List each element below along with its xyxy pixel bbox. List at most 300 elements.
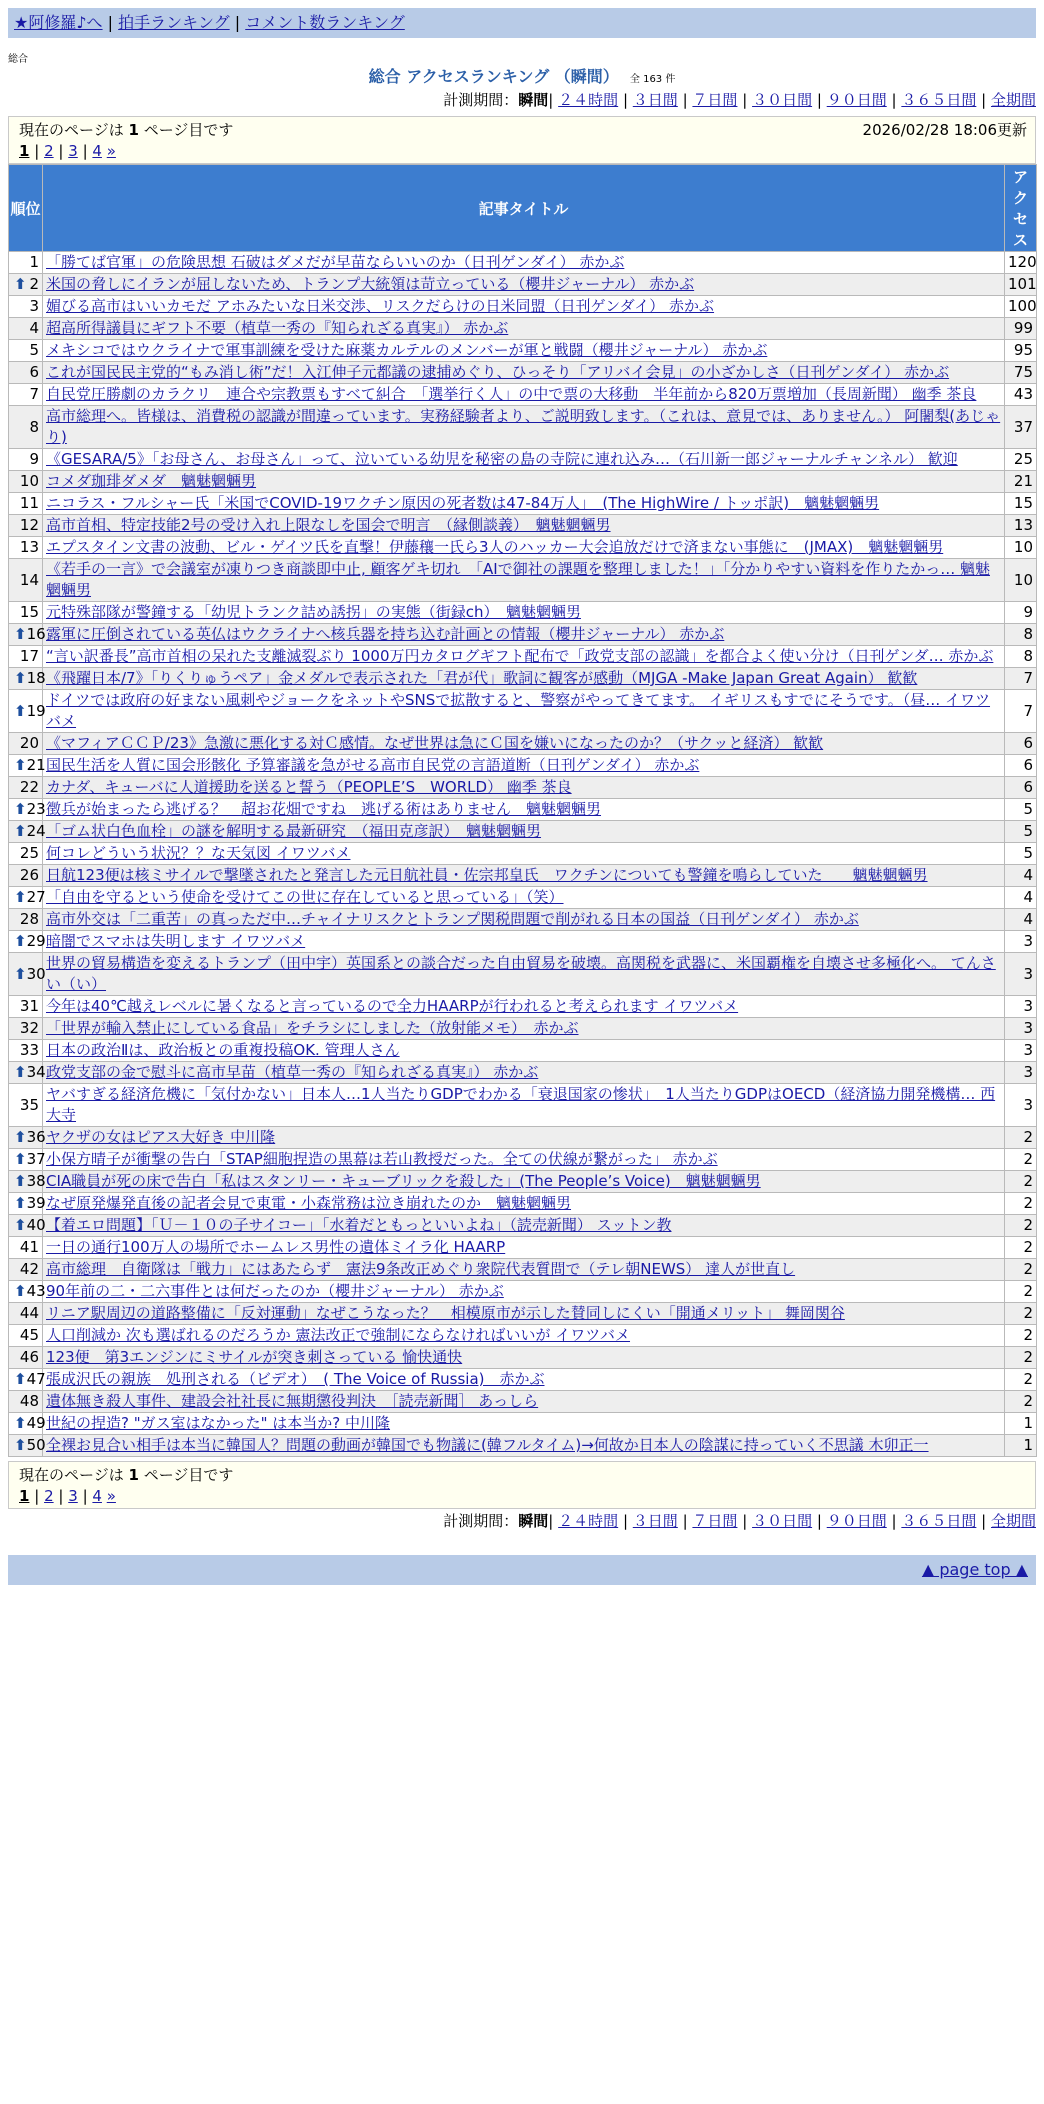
rank-number: 16 <box>26 625 46 643</box>
article-link[interactable]: 《若手の一言》で会議室が凍りつき商談即中止, 顧客ゲキ切れ 「AIで御社の課題を整理しました！」「分かりやすい資料を作りたかっ… 魑魅魍魎男 <box>46 560 990 599</box>
period-selector-top <box>8 88 1036 112</box>
rank-number: 44 <box>19 1304 39 1322</box>
article-link[interactable]: コメダ珈琲ダメダ 魑魅魍魎男 <box>46 472 257 490</box>
rank-cell <box>9 887 46 909</box>
article-link[interactable]: 政党支部の金で慰斗に高市早苗（植草一秀の『知られざる真実』） 赤かぶ <box>46 1063 539 1081</box>
access-count: 15 <box>1005 493 1037 515</box>
title-cell <box>43 1347 1005 1369</box>
access-count: 2 <box>1005 1171 1037 1193</box>
page-link[interactable]: 4 <box>92 1487 102 1505</box>
access-count: 120 <box>1005 252 1037 274</box>
article-link[interactable]: 超高所得議員にギフト不要（植草一秀の『知られざる真実』） 赤かぶ <box>46 319 509 337</box>
rank-number: 15 <box>19 603 39 621</box>
up-arrow-icon: ⬆ <box>14 1436 27 1454</box>
rank-cell <box>9 1127 46 1149</box>
title-cell <box>43 755 1005 777</box>
rank-cell <box>9 865 43 887</box>
title-cell <box>43 449 1005 471</box>
access-count: 101 <box>1005 274 1037 296</box>
access-count: 43 <box>1005 384 1037 406</box>
table-row <box>9 887 1037 909</box>
access-count: 25 <box>1005 449 1037 471</box>
access-count: 9 <box>1005 602 1037 624</box>
table-row <box>9 1084 1037 1127</box>
access-count: 95 <box>1005 340 1037 362</box>
period-label: 計測期間： <box>443 1512 519 1530</box>
period-link[interactable]: ７日間 <box>692 91 738 109</box>
rank-cell <box>9 690 46 733</box>
access-count: 1 <box>1005 1413 1037 1435</box>
page-link[interactable]: 3 <box>68 142 78 160</box>
table-row <box>9 1127 1037 1149</box>
pagination <box>19 141 1025 162</box>
article-link[interactable]: 元特殊部隊が警鐘する「幼児トランク詰め誘拐」の実態（街録ch） 魑魅魍魎男 <box>46 603 581 621</box>
access-count: 4 <box>1005 909 1037 931</box>
nav-separator: | <box>548 91 554 109</box>
title-cell <box>43 1127 1005 1149</box>
period-current: 瞬間 <box>518 1512 549 1530</box>
period-link[interactable]: ３０日間 <box>752 91 813 109</box>
title-cell <box>43 1391 1005 1413</box>
rank-number: 6 <box>29 363 39 381</box>
rank-cell <box>9 733 43 755</box>
nav-separator: | <box>742 91 748 109</box>
rank-cell <box>9 1018 43 1040</box>
title-cell <box>43 931 1005 953</box>
table-row <box>9 1149 1037 1171</box>
title-cell <box>43 646 1005 668</box>
article-link[interactable]: 日本の政治Ⅱは、政治板との重複投稿OK. 管理人さん <box>46 1041 400 1059</box>
rank-cell <box>9 646 43 668</box>
title-cell <box>43 1435 1005 1457</box>
access-count: 75 <box>1005 362 1037 384</box>
table-row <box>9 953 1037 996</box>
up-arrow-icon: ⬆ <box>14 1063 27 1081</box>
title-cell <box>43 406 1005 449</box>
title-cell <box>43 1171 1005 1193</box>
next-page-link[interactable]: » <box>106 1487 116 1505</box>
article-link[interactable]: 《マフィアＣＣＰ/23》急激に悪化する対Ｃ感情。なぜ世界は急にＣ国を嫌いになったのか？（サクッと経済） 歓歓 <box>46 734 824 752</box>
rank-number: 37 <box>26 1150 46 1168</box>
article-link[interactable]: 「自由を守るという使命を受けてこの世に存在していると思っている」（笑） <box>46 888 564 906</box>
title-cell <box>43 1040 1005 1062</box>
table-row <box>9 1040 1037 1062</box>
article-link[interactable]: 世界の貿易構造を変えるトランプ（田中宇）英国系との談合だった自由貿易を破壊。高関税を武器に、米国覇権を自壊させ多極化へ。 てんさい（い） <box>46 954 996 993</box>
period-link[interactable]: ３日間 <box>632 1512 678 1530</box>
table-row <box>9 865 1037 887</box>
rank-cell <box>9 274 43 296</box>
rank-cell <box>9 1062 46 1084</box>
table-row <box>9 821 1037 843</box>
article-link[interactable]: エプスタイン文書の波動、ビル・ゲイツ氏を直撃！伊藤穰一氏ら3人のハッカー大会追放だけで済まない事態に (JMAX) 魑魅魍魎男 <box>46 538 944 556</box>
article-link[interactable]: 人口削減か 次も選ばれるのだろうか 憲法改正で強制にならなければいいが イワツバメ <box>46 1326 631 1344</box>
rank-number: 19 <box>26 701 46 720</box>
up-arrow-icon: ⬆ <box>14 756 27 774</box>
table-row <box>9 559 1037 602</box>
title-cell <box>43 953 1005 996</box>
article-link[interactable]: ヤバすぎる経済危機に「気付かない」日本人…1人当たりGDPでわかる「衰退国家の惨状」 1人当たりGDPはOECD（経済協力開発機構… 西大寺 <box>46 1085 996 1124</box>
table-row <box>9 449 1037 471</box>
title-cell <box>43 799 1005 821</box>
article-link[interactable]: 遺体無き殺人事件、建設会社社長に無期懲役判決 ［読売新聞］ あっしら <box>46 1392 539 1410</box>
rank-cell <box>9 1303 43 1325</box>
article-link[interactable]: 「世界が輸入禁止にしている食品」をチラシにしました（放射能メモ） 赤かぶ <box>46 1019 579 1037</box>
nav-separator: | <box>82 1487 88 1505</box>
rank-cell <box>9 1084 43 1127</box>
title-cell <box>43 362 1005 384</box>
up-arrow-icon: ⬆ <box>14 1216 27 1234</box>
article-link[interactable]: 暗闇でスマホは失明します イワツバメ <box>46 932 306 950</box>
table-row <box>9 493 1037 515</box>
title-cell <box>43 1084 1005 1127</box>
rank-cell <box>9 624 46 646</box>
title-cell <box>43 1259 1005 1281</box>
nav-separator: | <box>34 142 40 160</box>
rank-cell <box>9 668 46 690</box>
rank-number: 33 <box>19 1041 39 1059</box>
nav-separator: | <box>58 1487 64 1505</box>
nav-separator: | <box>682 1512 688 1530</box>
article-link[interactable]: 「ゴム状白色血栓」の謎を解明する最新研究 （福田克彦訳） 魑魅魍魎男 <box>46 822 542 840</box>
period-link[interactable]: ９０日間 <box>826 91 887 109</box>
up-arrow-icon: ⬆ <box>14 275 27 293</box>
access-count: 6 <box>1005 755 1037 777</box>
up-arrow-icon: ⬆ <box>14 1128 27 1146</box>
access-count: 2 <box>1005 1127 1037 1149</box>
rank-number: 49 <box>26 1414 46 1432</box>
rank-number: 14 <box>19 570 39 589</box>
period-link[interactable]: ７日間 <box>692 1512 738 1530</box>
access-count: 6 <box>1005 733 1037 755</box>
rank-number: 26 <box>19 866 39 884</box>
rank-cell <box>9 1281 46 1303</box>
access-count: 2 <box>1005 1193 1037 1215</box>
article-link[interactable]: CIA職員が死の床で告白「私はスタンリー・キューブリックを殺した」(The People’s Voice) 魑魅魍魎男 <box>46 1172 761 1190</box>
period-link[interactable]: ９０日間 <box>826 1512 887 1530</box>
table-row <box>9 1215 1037 1237</box>
period-link[interactable]: 全期間 <box>990 91 1036 109</box>
access-count: 37 <box>1005 406 1037 449</box>
article-link[interactable]: 90年前の二・二六事件とは何だったのか（櫻井ジャーナル） 赤かぶ <box>46 1282 504 1300</box>
rank-number: 2 <box>29 275 39 293</box>
title-cell <box>43 624 1005 646</box>
table-row <box>9 843 1037 865</box>
rank-cell <box>9 1413 46 1435</box>
article-link[interactable]: 徴兵が始まったら逃げる？ 超お花畑ですね 逃げる術はありません 魑魅魍魎男 <box>46 800 602 818</box>
rank-number: 3 <box>29 297 39 315</box>
article-link[interactable]: 123便 第3エンジンにミサイルが突き刺さっている 愉快通快 <box>46 1348 463 1366</box>
rank-number: 1 <box>29 253 39 271</box>
rank-number: 25 <box>19 844 39 862</box>
rank-number: 30 <box>26 964 46 983</box>
period-link[interactable]: ３日間 <box>632 91 678 109</box>
access-count: 21 <box>1005 471 1037 493</box>
page-info-top <box>8 116 1036 164</box>
page-current: 1 <box>19 1487 30 1505</box>
article-link[interactable]: 張成沢氏の親族 処刑される（ビデオ） ( The Voice of Russia) 赤かぶ <box>46 1370 545 1388</box>
title-cell <box>43 1303 1005 1325</box>
table-row <box>9 1018 1037 1040</box>
rank-cell <box>9 340 43 362</box>
access-count: 2 <box>1005 1347 1037 1369</box>
rank-cell <box>9 1040 43 1062</box>
access-count: 2 <box>1005 1215 1037 1237</box>
nav-separator: | <box>816 1512 822 1530</box>
article-link[interactable]: ニコラス・フルシャー氏「米国でCOVID-19ワクチン原因の死者数は47-84万人」 (The HighWire / トッポ訳) 魑魅魍魎男 <box>46 494 880 512</box>
rank-cell <box>9 1215 46 1237</box>
access-count: 8 <box>1005 646 1037 668</box>
article-link[interactable]: 自民党圧勝劇のカラクリ 連合や宗教票もすべて糾合 「選挙行く人」の中で票の大移動 半年前から820万票増加（長周新聞） 幽季 茶良 <box>46 385 977 403</box>
article-link[interactable]: 一日の通行100万人の場所でホームレス男性の遺体ミイラ化 HAARP <box>46 1238 506 1256</box>
access-count: 13 <box>1005 515 1037 537</box>
table-row <box>9 252 1037 274</box>
page-link[interactable]: 4 <box>92 142 102 160</box>
nav-separator: | <box>891 1512 897 1530</box>
table-row <box>9 909 1037 931</box>
access-count: 100 <box>1005 296 1037 318</box>
page-status: 現在のページは 1 ページ目です <box>19 1466 234 1484</box>
up-arrow-icon: ⬆ <box>14 1282 27 1300</box>
access-count: 4 <box>1005 865 1037 887</box>
rank-number: 42 <box>19 1260 39 1278</box>
rank-number: 8 <box>29 417 39 436</box>
table-row <box>9 931 1037 953</box>
title-cell <box>43 733 1005 755</box>
rank-cell <box>9 953 46 996</box>
title-cell <box>43 1018 1005 1040</box>
table-row <box>9 1369 1037 1391</box>
comment-ranking-link[interactable]: コメント数ランキング <box>245 13 405 32</box>
rank-cell <box>9 559 43 602</box>
home-link[interactable]: ★阿修羅♪へ <box>14 13 103 32</box>
article-link[interactable]: 高市総理 自衛隊は「戦力」にはあたらず 憲法9条改正めぐり衆院代表質問で（テレ朝NEWS） 達人が世直し <box>46 1260 796 1278</box>
access-count: 8 <box>1005 624 1037 646</box>
title-cell <box>43 1149 1005 1171</box>
up-arrow-icon: ⬆ <box>14 888 27 906</box>
article-link[interactable]: 媚びる高市はいいカモだ アホみたいな日米交渉、リスクだらけの日米同盟（日刊ゲンダイ） 赤かぶ <box>46 297 715 315</box>
article-link[interactable]: 【着エロ問題】「Ｕ－１０の子サイコー」「水着だともっといいよね」（読売新聞） スットン教 <box>46 1216 672 1234</box>
article-link[interactable]: ヤクザの女はピアス大好き 中川隆 <box>46 1128 276 1146</box>
article-link[interactable]: 小保方晴子が衝撃の告白「STAP細胞捏造の黒幕は若山教授だった。全ての伏線が繋がった」 赤かぶ <box>46 1150 718 1168</box>
rank-number: 27 <box>26 888 46 906</box>
access-count: 2 <box>1005 1369 1037 1391</box>
up-arrow-icon: ⬆ <box>14 669 27 687</box>
rank-number: 29 <box>26 932 46 950</box>
table-row <box>9 471 1037 493</box>
rank-number: 24 <box>26 822 46 840</box>
table-row <box>9 296 1037 318</box>
article-link[interactable]: 《飛躍日本/7》「りくりゅうペア」金メダルで表示された「君が代」歌詞に観客が感動（MJGA -Make Japan Great Again） 歓歓 <box>46 669 918 687</box>
title-cell <box>43 865 1005 887</box>
period-link[interactable]: ２４時間 <box>558 91 619 109</box>
title-cell <box>43 384 1005 406</box>
article-link[interactable]: これが国民民主党的“もみ消し術”だ！入江伸子元都議の逮捕めぐり、ひっそり「アリバイ会見」の小ざかしさ（日刊ゲンダイ） 赤かぶ <box>46 363 950 381</box>
article-link[interactable]: 高市外交は「二重苦」の真っただ中…チャイナリスクとトランプ関税問題で削がれる日本の国益（日刊ゲンダイ） 赤かぶ <box>46 910 859 928</box>
rank-cell <box>9 296 43 318</box>
article-link[interactable]: リニア駅周辺の道路整備に「反対運動」なぜこうなった？ 相模原市が示した賛同しにくい「開通メリット」 舞岡関谷 <box>46 1304 845 1322</box>
title-cell <box>43 909 1005 931</box>
period-link[interactable]: ２４時間 <box>558 1512 619 1530</box>
nav-separator: | <box>622 1512 628 1530</box>
page-info-bottom <box>8 1461 1036 1509</box>
rank-number: 43 <box>26 1282 46 1300</box>
up-arrow-icon: ⬆ <box>14 1172 27 1190</box>
rank-cell <box>9 362 43 384</box>
article-link[interactable]: 全裸お見合い相手は本当に韓国人？問題の動画が韓国でも物議に(韓フルタイム)→何故か日本人の陰謀に持っていく不思議 木卯正一 <box>46 1436 929 1454</box>
rank-cell <box>9 406 43 449</box>
top-nav <box>8 8 1036 38</box>
rank-number: 13 <box>19 538 39 556</box>
rank-cell <box>9 252 43 274</box>
access-count: 99 <box>1005 318 1037 340</box>
rank-cell <box>9 1149 46 1171</box>
rank-cell <box>9 1193 46 1215</box>
period-link[interactable]: ３６５日間 <box>901 1512 977 1530</box>
title-cell <box>43 602 1005 624</box>
rank-cell <box>9 384 43 406</box>
title-cell <box>43 537 1005 559</box>
title-cell <box>43 1281 1005 1303</box>
article-link[interactable]: 「勝てば官軍」の危険思想 石破はダメだが早苗ならいいのか（日刊ゲンダイ） 赤かぶ <box>46 253 625 271</box>
rank-number: 22 <box>19 778 39 796</box>
bottom-bar <box>8 1555 1036 1585</box>
rank-cell <box>9 515 43 537</box>
rank-cell <box>9 1347 43 1369</box>
article-link[interactable]: 今年は40℃越えレベルに暑くなると言っているので全力HAARPが行われると考えられます イワツバメ <box>46 997 739 1015</box>
article-link[interactable]: 世紀の捏造? "ガス室はなかった" は本当か? 中川隆 <box>46 1414 391 1432</box>
page-link[interactable]: 3 <box>68 1487 78 1505</box>
table-row <box>9 340 1037 362</box>
nav-separator: | <box>58 142 64 160</box>
up-arrow-icon: ⬆ <box>14 625 27 643</box>
access-count: 2 <box>1005 1303 1037 1325</box>
next-page-link[interactable]: » <box>106 142 116 160</box>
article-link[interactable]: カナダ、キューバに人道援助を送ると誓う（PEOPLE’S WORLD） 幽季 茶良 <box>46 778 572 796</box>
rank-number: 46 <box>19 1348 39 1366</box>
nav-separator: | <box>622 91 628 109</box>
access-header: アクセス <box>1005 165 1037 252</box>
access-count: 3 <box>1005 996 1037 1018</box>
article-link[interactable]: 高市首相、特定技能2号の受け入れ上限なしを国会で明言 （縁側談義） 魑魅魍魎男 <box>46 516 611 534</box>
table-row <box>9 1391 1037 1413</box>
up-arrow-icon: ⬆ <box>14 1194 27 1212</box>
up-arrow-icon: ⬆ <box>14 800 27 818</box>
rank-cell <box>9 755 46 777</box>
access-count: 2 <box>1005 1237 1037 1259</box>
table-row <box>9 537 1037 559</box>
up-arrow-icon: ⬆ <box>14 932 27 950</box>
rank-number: 21 <box>26 756 46 774</box>
access-count: 2 <box>1005 1149 1037 1171</box>
rank-cell <box>9 602 43 624</box>
page-link[interactable]: 2 <box>44 1487 54 1505</box>
period-link[interactable]: ３０日間 <box>752 1512 813 1530</box>
up-arrow-icon: ⬆ <box>14 1414 27 1432</box>
article-link[interactable]: ドイツでは政府の好まない風刺やジョークをネットやSNSで拡散すると、警察がやってきてます。 イギリスもすでにそうです。（昼… イワツバメ <box>46 691 991 730</box>
ranking-table <box>8 164 1037 1457</box>
rank-cell <box>9 449 43 471</box>
applause-ranking-link[interactable]: 拍手ランキング <box>118 13 230 32</box>
nav-separator: | <box>107 13 114 32</box>
access-count: 7 <box>1005 690 1037 733</box>
table-row <box>9 1237 1037 1259</box>
article-link[interactable]: 露軍に圧倒されている英仏はウクライナへ核兵器を持ち込む計画との情報（櫻井ジャーナル） 赤かぶ <box>46 625 725 643</box>
up-arrow-icon: ⬆ <box>14 964 27 983</box>
access-count: 2 <box>1005 1325 1037 1347</box>
rank-cell <box>9 471 43 493</box>
article-link[interactable]: 何コレどういう状況？？な天気図 イワツバメ <box>46 844 351 862</box>
page-link[interactable]: 2 <box>44 142 54 160</box>
title-cell <box>43 1369 1005 1391</box>
rank-cell <box>9 1369 46 1391</box>
article-link[interactable]: メキシコではウクライナで軍事訓練を受けた麻薬カルテルのメンバーが軍と戦闘（櫻井ジャーナル） 赤かぶ <box>46 341 768 359</box>
period-selector-bottom <box>8 1509 1036 1533</box>
period-link[interactable]: ３６５日間 <box>901 91 977 109</box>
table-row <box>9 996 1037 1018</box>
rank-number: 38 <box>26 1172 46 1190</box>
rank-cell <box>9 799 46 821</box>
page-top-link[interactable]: ▲ page top ▲ <box>921 1560 1028 1579</box>
title-header: 記事タイトル <box>43 165 1005 252</box>
table-row <box>9 362 1037 384</box>
rank-number: 18 <box>26 669 46 687</box>
access-count: 3 <box>1005 1018 1037 1040</box>
table-row <box>9 1435 1037 1457</box>
title-cell <box>43 1237 1005 1259</box>
title-cell <box>43 340 1005 362</box>
updated-timestamp: 2026/02/28 18:06更新 <box>862 121 1027 139</box>
table-row <box>9 1062 1037 1084</box>
nav-separator: | <box>82 142 88 160</box>
article-link[interactable]: 日航123便は核ミサイルで撃墜されたと発言した元日航社員・佐宗邦皇氏 ワクチンについても警鐘を鳴らしていた 魑魅魍魎男 <box>46 866 928 884</box>
article-link[interactable]: 高市総理へ。皆様は、消費税の認識が間違っています。実務経験者より、ご説明致します。（これは、意見では、ありません。） 阿闍梨(あじゃり) <box>46 407 1001 446</box>
article-link[interactable]: なぜ原発爆発直後の記者会見で東電・小森常務は泣き崩れたのか 魑魅魍魎男 <box>46 1194 572 1212</box>
access-count: 10 <box>1005 537 1037 559</box>
table-row <box>9 624 1037 646</box>
total-count: 全 163 件 <box>629 74 676 85</box>
table-row <box>9 755 1037 777</box>
page-heading <box>0 66 1044 88</box>
article-link[interactable]: “言い訳番長”高市首相の呆れた支離滅裂ぶり 1000万円カタログギフト配布で「政党支部の認識」を都合よく使い分け（日刊ゲンダ… 赤かぶ <box>46 647 994 665</box>
rank-number: 20 <box>19 734 39 752</box>
table-row <box>9 646 1037 668</box>
access-count: 10 <box>1005 559 1037 602</box>
article-link[interactable]: 国民生活を人質に国会形骸化 予算審議を急がせる高市自民党の言語道断（日刊ゲンダイ） 赤かぶ <box>46 756 700 774</box>
table-row <box>9 733 1037 755</box>
access-count: 3 <box>1005 1084 1037 1127</box>
rank-cell <box>9 318 43 340</box>
table-row <box>9 799 1037 821</box>
access-count: 5 <box>1005 843 1037 865</box>
table-row <box>9 1259 1037 1281</box>
table-row <box>9 1171 1037 1193</box>
article-link[interactable]: 米国の脅しにイランが屈しないため、トランプ大統領は苛立っている（櫻井ジャーナル） 赤かぶ <box>46 275 695 293</box>
access-count: 1 <box>1005 1435 1037 1457</box>
period-link[interactable]: 全期間 <box>990 1512 1036 1530</box>
access-count: 5 <box>1005 821 1037 843</box>
article-link[interactable]: 《GESARA/5》「お母さん、お母さん」って、泣いている幼児を秘密の島の寺院に連れ込み…（石川新一郎ジャーナルチャンネル） 歓迎 <box>46 450 958 468</box>
rank-cell <box>9 493 43 515</box>
nav-separator: | <box>816 91 822 109</box>
nav-separator: | <box>548 1512 554 1530</box>
rank-number: 50 <box>26 1436 46 1454</box>
rank-number: 40 <box>26 1216 46 1234</box>
table-row <box>9 1325 1037 1347</box>
title-cell <box>43 1413 1005 1435</box>
page-status: 現在のページは 1 ページ目です <box>19 121 234 139</box>
access-count: 4 <box>1005 887 1037 909</box>
nav-separator: | <box>891 91 897 109</box>
